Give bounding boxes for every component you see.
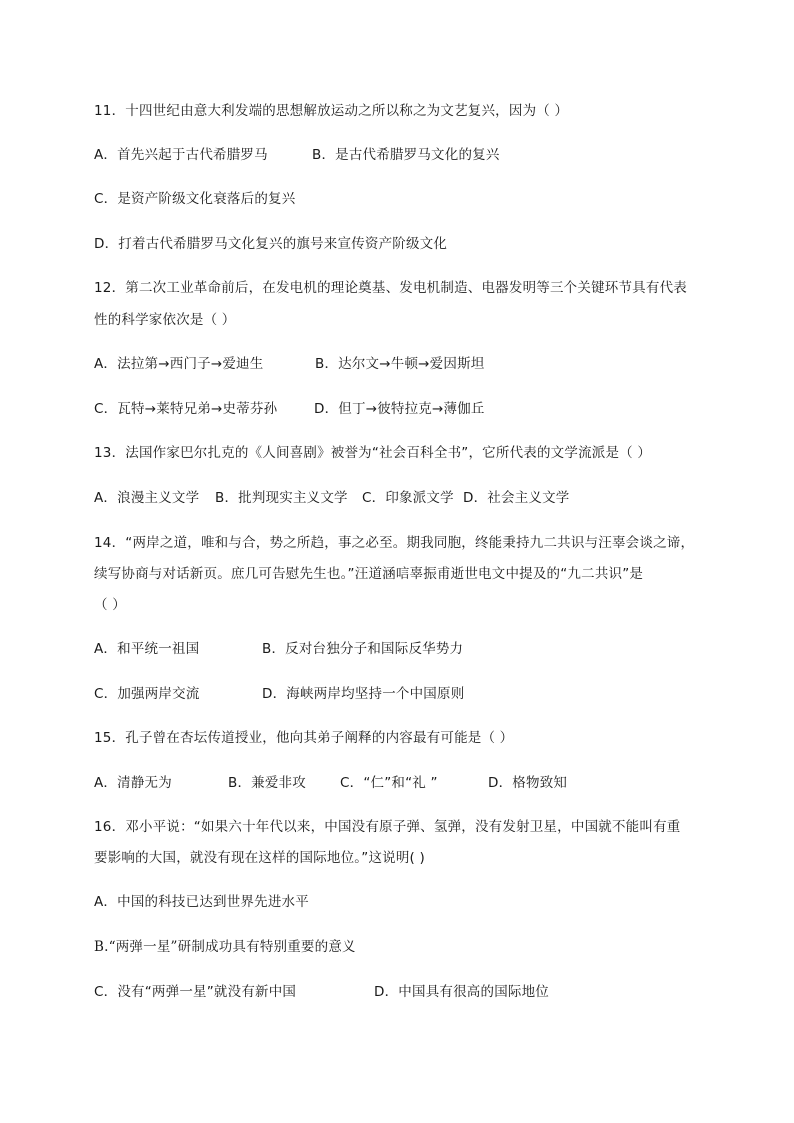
- question-16-stem-line-1: 16．邓小平说：“如果六十年代以来，中国没有原子弹、氢弹，没有发射卫星，中国就不能叫有重: [94, 819, 681, 835]
- question-15-stem: 15．孔子曾在杏坛传道授业，他向其弟子阐释的内容最有可能是（ ）: [94, 730, 514, 746]
- question-12-stem-line-2: 性的科学家依次是（ ）: [94, 312, 236, 328]
- option-c: C．“仁”和“礼 ”: [340, 775, 438, 791]
- option-d: D．格物致知: [488, 775, 568, 791]
- option-a: A．法拉第→西门子→爱迪生: [94, 356, 264, 372]
- option-c: C．瓦特→莱特兄弟→史蒂芬孙: [94, 401, 278, 417]
- option-a: A．中国的科技已达到世界先进水平: [94, 894, 309, 910]
- question-12-stem-line-1: 12．第二次工业革命前后，在发电机的理论奠基、发电机制造、电器发明等三个关键环节具有代表: [94, 280, 687, 296]
- option-c: C．是资产阶级文化衰落后的复兴: [94, 191, 296, 207]
- option-d: D．但丁→彼特拉克→薄伽丘: [314, 401, 485, 417]
- question-14-stem-line-2: 续写协商与对话新页。庶几可告慰先生也。”汪道涵唁辜振甫逝世电文中提及的“九二共识”是: [94, 566, 644, 582]
- option-b: B．反对台独分子和国际反华势力: [262, 641, 464, 657]
- option-d: D．海峡两岸均坚持一个中国原则: [262, 686, 465, 702]
- question-14-stem-line-3: （ ）: [94, 597, 126, 613]
- option-b: B．是古代希腊罗马文化的复兴: [312, 147, 500, 163]
- question-16-options-row-3: [94, 982, 549, 1002]
- question-13-options-row-1: [94, 488, 570, 508]
- question-12-options-row-1: [94, 354, 484, 374]
- question-13-stem: 13．法国作家巴尔扎克的《人间喜剧》被誉为“社会百科全书”，它所代表的文学流派是（ ）: [94, 445, 652, 461]
- option-b: B．兼爱非攻: [228, 775, 306, 791]
- option-c: C．没有“两弹一星”就没有新中国: [94, 984, 297, 1000]
- question-15-options-row-1: [94, 773, 567, 793]
- question-11-options-row-1: [94, 145, 500, 165]
- option-b: B．批判现实主义文学: [215, 490, 348, 506]
- question-16-stem-line-2: 要影响的大国，就没有现在这样的国际地位。”这说明( ): [94, 850, 425, 866]
- question-12-options-row-2: [94, 399, 485, 419]
- option-d: D．中国具有很高的国际地位: [374, 984, 549, 1000]
- option-d: D．打着古代希腊罗马文化复兴的旗号来宣传资产阶级文化: [94, 236, 448, 252]
- question-11-stem: 11．十四世纪由意大利发端的思想解放运动之所以称之为文艺复兴，因为（ ）: [94, 103, 569, 119]
- option-c: C．印象派文学: [362, 490, 454, 506]
- question-14-options-row-1: [94, 639, 463, 659]
- option-b: B.“两弹一星”研制成功具有特别重要的意义: [94, 939, 356, 955]
- option-d: D．社会主义文学: [463, 490, 570, 506]
- option-a: A．清静无为: [94, 775, 172, 791]
- question-14-stem-line-1: 14．“两岸之道，唯和与合，势之所趋，事之必至。期我同胞，终能秉持九二共识与汪辜会谈之谛，: [94, 535, 695, 551]
- option-a: A．和平统一祖国: [94, 641, 200, 657]
- option-b: B．达尔文→牛顿→爱因斯坦: [315, 356, 485, 372]
- question-14-options-row-2: [94, 684, 464, 704]
- option-a: A．浪漫主义文学: [94, 490, 200, 506]
- option-c: C．加强两岸交流: [94, 686, 200, 702]
- option-a: A．首先兴起于古代希腊罗马: [94, 147, 268, 163]
